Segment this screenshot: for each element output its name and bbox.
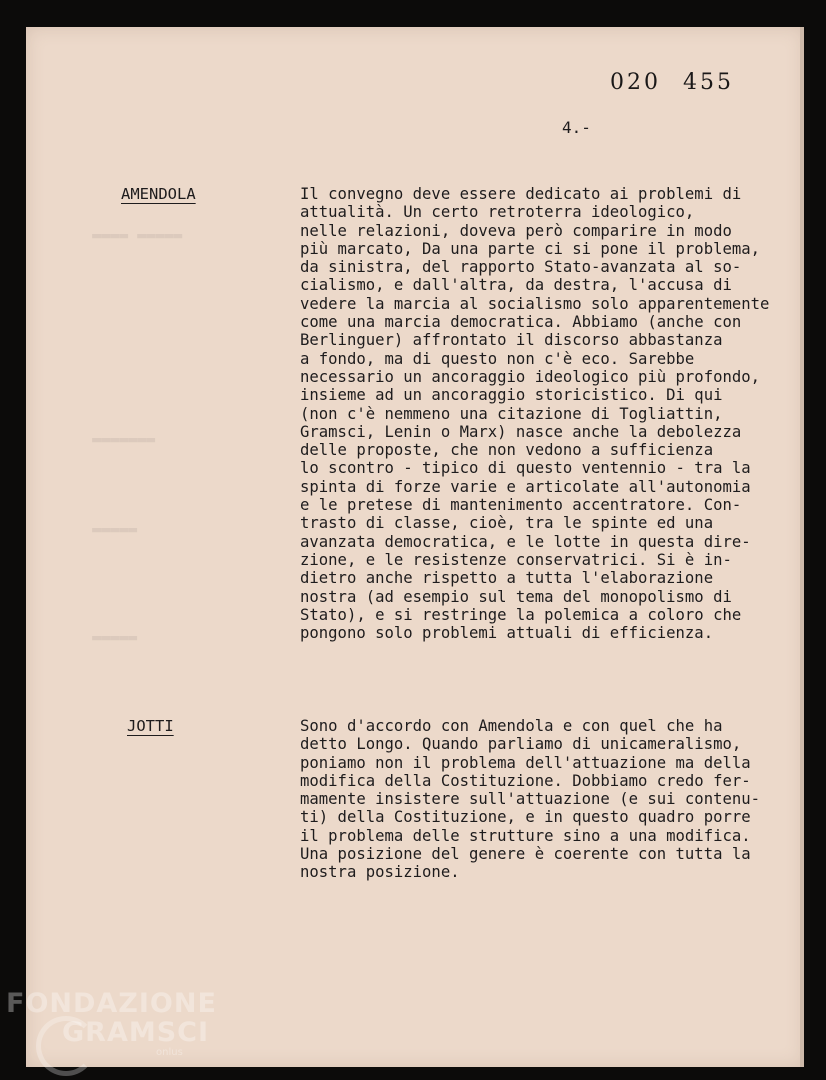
text-line: Stato), e si restringe la polemica a coloro che (300, 605, 742, 624)
text-line: pongono solo problemi attuali di efficienza. (300, 624, 714, 643)
watermark-line-2: GRAMSCI (62, 1017, 210, 1048)
speech-text (300, 185, 775, 642)
text-line: poniamo non il problema dell'attuazione ma della (300, 753, 751, 772)
text-line: Sono d'accordo con Amendola e con quel che ha (300, 717, 723, 735)
text-line: zione, e le resistenze conservatrici. Si è in- (300, 550, 732, 569)
text-line: attualità. Un certo retroterra ideologico, (300, 203, 695, 222)
text-line: Berlinguer) affrontato il discorso abbastanza (300, 331, 723, 350)
text-line: nostra posizione. (300, 863, 460, 882)
text-line: cialismo, e dall'altra, da destra, l'accusa di (300, 276, 732, 295)
bleed-through-text: ▬▬▬▬▬ (92, 628, 138, 646)
archive-number-part-1: 020 (610, 70, 661, 95)
text-line: trasto di classe, cioè, tra le spinte ed una (300, 514, 714, 533)
text-line: Una posizione del genere è coerente con tutta la (300, 845, 751, 864)
fondazione-gramsci-watermark (6, 988, 217, 1058)
text-line: ti) della Costituzione, e in questo quadro porre (300, 808, 751, 827)
logo-ring-icon (36, 1016, 96, 1076)
text-line: come una marcia democratica. Abbiamo (anche con (300, 313, 742, 332)
text-line: detto Longo. Quando parliamo di unicameralismo, (300, 735, 742, 754)
bleed-through-text: ▬▬▬▬▬▬▬ (92, 430, 156, 448)
archive-number-part-2: 455 (683, 70, 734, 95)
text-line: Il convegno deve essere dedicato ai problemi di (300, 185, 742, 203)
watermark-suffix: onlus (156, 1047, 183, 1058)
text-line: da sinistra, del rapporto Stato-avanzata al so- (300, 258, 742, 277)
bleed-through-text: ▬▬▬▬ ▬▬▬▬▬ (92, 226, 183, 244)
text-line: il problema delle strutture sino a una modifica. (300, 826, 751, 845)
text-line: nostra (ad esempio sul tema del monopolismo di (300, 587, 732, 606)
text-line: e le pretese di mantenimento accentratore. Con- (300, 496, 742, 515)
text-line: mamente insistere sull'attuazione (e sui contenu- (300, 790, 761, 809)
page-number: 4.- (562, 118, 591, 137)
text-line: (non c'è nemmeno una citazione di Togliattin, (300, 404, 723, 423)
speaker-name: AMENDOLA (121, 185, 196, 203)
text-line: a fondo, ma di questo non c'è eco. Sarebbe (300, 349, 695, 368)
bleed-through-text: ▬▬▬▬▬ (92, 520, 138, 538)
archive-number (610, 70, 734, 95)
text-line: nelle relazioni, doveva però comparire in modo (300, 221, 732, 240)
text-line: delle proposte, che non vedono a sufficienza (300, 441, 714, 460)
text-line: avanzata democratica, e le lotte in questa dire- (300, 532, 751, 551)
text-line: Gramsci, Lenin o Marx) nasce anche la debolezza (300, 422, 742, 441)
speech-text (300, 717, 775, 882)
text-line: spinta di forze varie e articolate all'autonomia (300, 477, 751, 496)
text-line: vedere la marcia al socialismo solo apparentemente (300, 294, 770, 313)
text-line: più marcato, Da una parte ci si pone il problema, (300, 239, 761, 258)
watermark-line-1: FONDAZIONE (6, 988, 217, 1019)
text-line: necessario un ancoraggio ideologico più profondo, (300, 367, 761, 386)
paper-edge (800, 27, 804, 1067)
text-line: dietro anche rispetto a tutta l'elaborazione (300, 569, 714, 588)
speaker-name: JOTTI (127, 717, 174, 735)
text-line: insieme ad un ancoraggio storicistico. Di qui (300, 386, 723, 405)
text-line: modifica della Costituzione. Dobbiamo credo fer- (300, 771, 751, 790)
text-line: lo scontro - tipico di questo ventennio - tra la (300, 459, 751, 478)
